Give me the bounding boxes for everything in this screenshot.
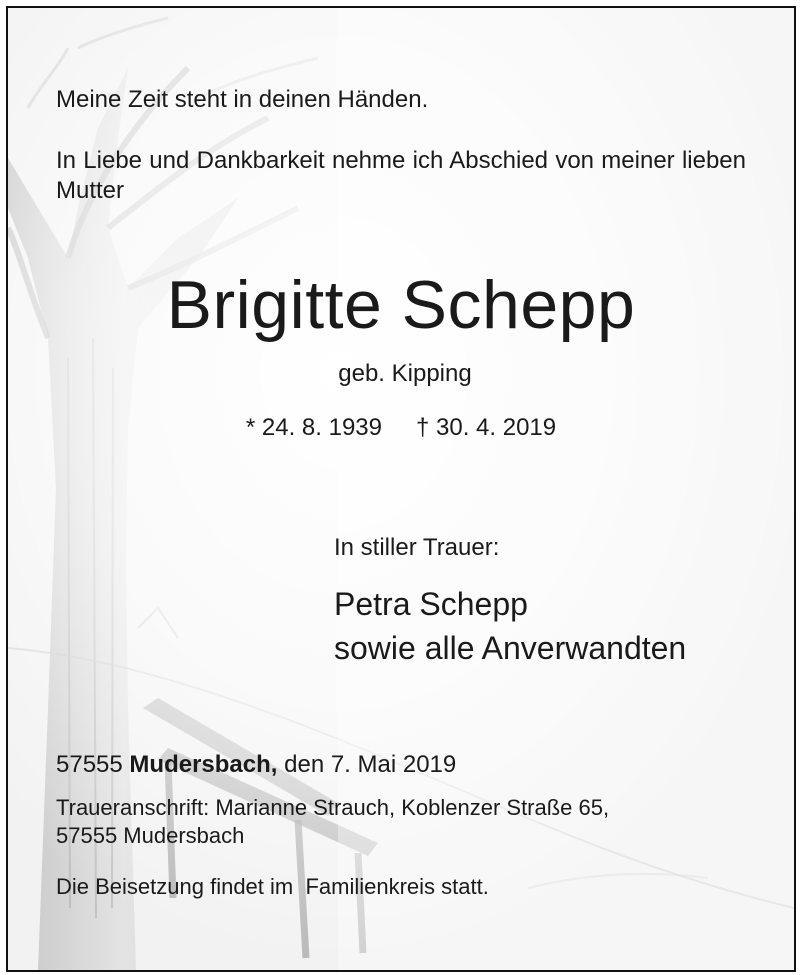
mourner-relatives: sowie alle Anverwandten: [334, 630, 687, 666]
mourner-name: Petra Schepp: [334, 586, 528, 622]
notice-date: den 7. Mai 2019: [284, 751, 457, 778]
address-line-2: 57555 Mudersbach: [56, 823, 245, 848]
burial-info: Die Beisetzung findet im Familienkreis statt.: [56, 874, 489, 899]
intro-text: In Liebe und Dankbarkeit nehme ich Abschied von meiner lieben Mutter: [56, 147, 746, 204]
motto-text: Meine Zeit steht in deinen Händen.: [56, 86, 429, 113]
address-line-1: Traueranschrift: Marianne Strauch, Koblenzer Straße 65,: [56, 795, 610, 820]
place-name: Mudersbach,: [129, 751, 278, 778]
notice-content: [8, 8, 794, 970]
obituary-notice: [6, 6, 796, 972]
birth-date: * 24. 8. 1939: [245, 414, 382, 441]
mourning-label: In stiller Trauer:: [334, 534, 500, 561]
mourning-address: [56, 794, 756, 850]
death-date: † 30. 4. 2019: [416, 414, 557, 441]
place-and-date: [56, 751, 456, 779]
deceased-name: Brigitte Schepp: [166, 267, 636, 343]
life-dates: [8, 414, 794, 442]
postal-code: 57555: [56, 751, 123, 778]
birth-name: geb. Kipping: [338, 360, 472, 387]
